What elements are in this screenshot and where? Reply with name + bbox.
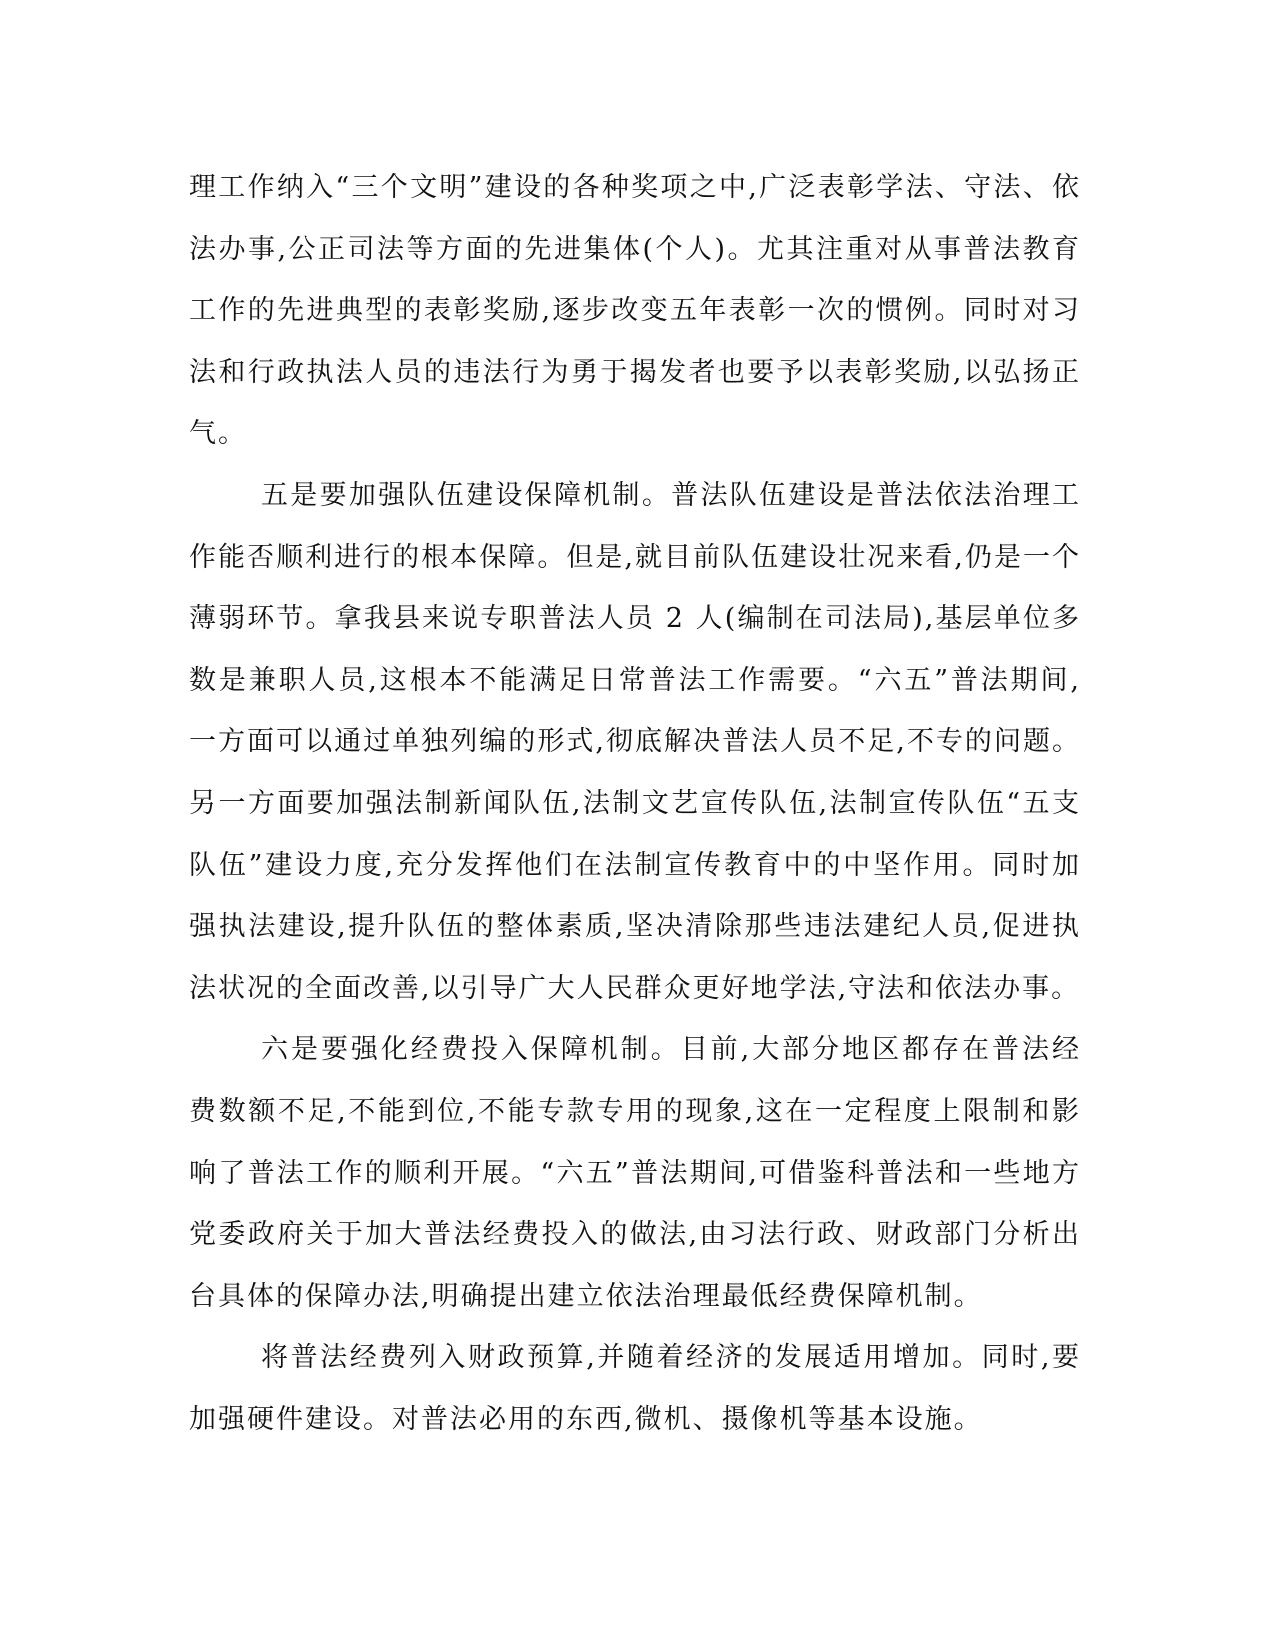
paragraph-budget: 将普法经费列入财政预算,并随着经济的发展适用增加。同时,要加强硬件建设。对普法必用的东西,微机、摄像机等基本设施。	[189, 1342, 1081, 1435]
paragraph-funding: 六是要强化经费投入保障机制。目前,大部分地区都存在普法经费数额不足,不能到位,不能专款专用的现象,这在一定程度上限制和影响了普法工作的顺利开展。“六五”普法期间,可借鉴科普法和一些地方党委政府关于加大普法经费投入的做法,由习法行政、财政部门分析出台具体的保障办法,明确提出建立依法治理最低经费保障机制。	[189, 1034, 1081, 1312]
paragraph-team-building: 五是要加强队伍建设保障机制。普法队伍建设是普法依法治理工作能否顺利进行的根本保障。但是,就目前队伍建设壮况来看,仍是一个薄弱环节。拿我县来说专职普法人员 2 人(编制在司法局),基层单位多数是兼职人员,这根本不能满足日常普法工作需要。“六五”普法期间,一方面可以通过单独列编的形式,彻底解决普法人员不足,不专的问题。另一方面要加强法制新闻队伍,法制文艺宣传队伍,法制宣传队伍“五支队伍”建设力度,充分发挥他们在法制宣传教育中的中坚作用。同时加强执法建设,提升队伍的整体素质,坚决清除那些违法建纪人员,促进执法状况的全面改善,以引导广大人民群众更好地学法,守法和依法办事。	[189, 479, 1081, 1004]
paragraph-awards-continuation: 理工作纳入“三个文明”建设的各种奖项之中,广泛表彰学法、守法、依法办事,公正司法等方面的先进集体(个人)。尤其注重对从事普法教育工作的先进典型的表彰奖励,逐步改变五年表彰一次的惯例。同时对习法和行政执法人员的违法行为勇于揭发者也要予以表彰奖励,以弘扬正气。	[189, 172, 1081, 450]
document-body	[189, 157, 1081, 1450]
